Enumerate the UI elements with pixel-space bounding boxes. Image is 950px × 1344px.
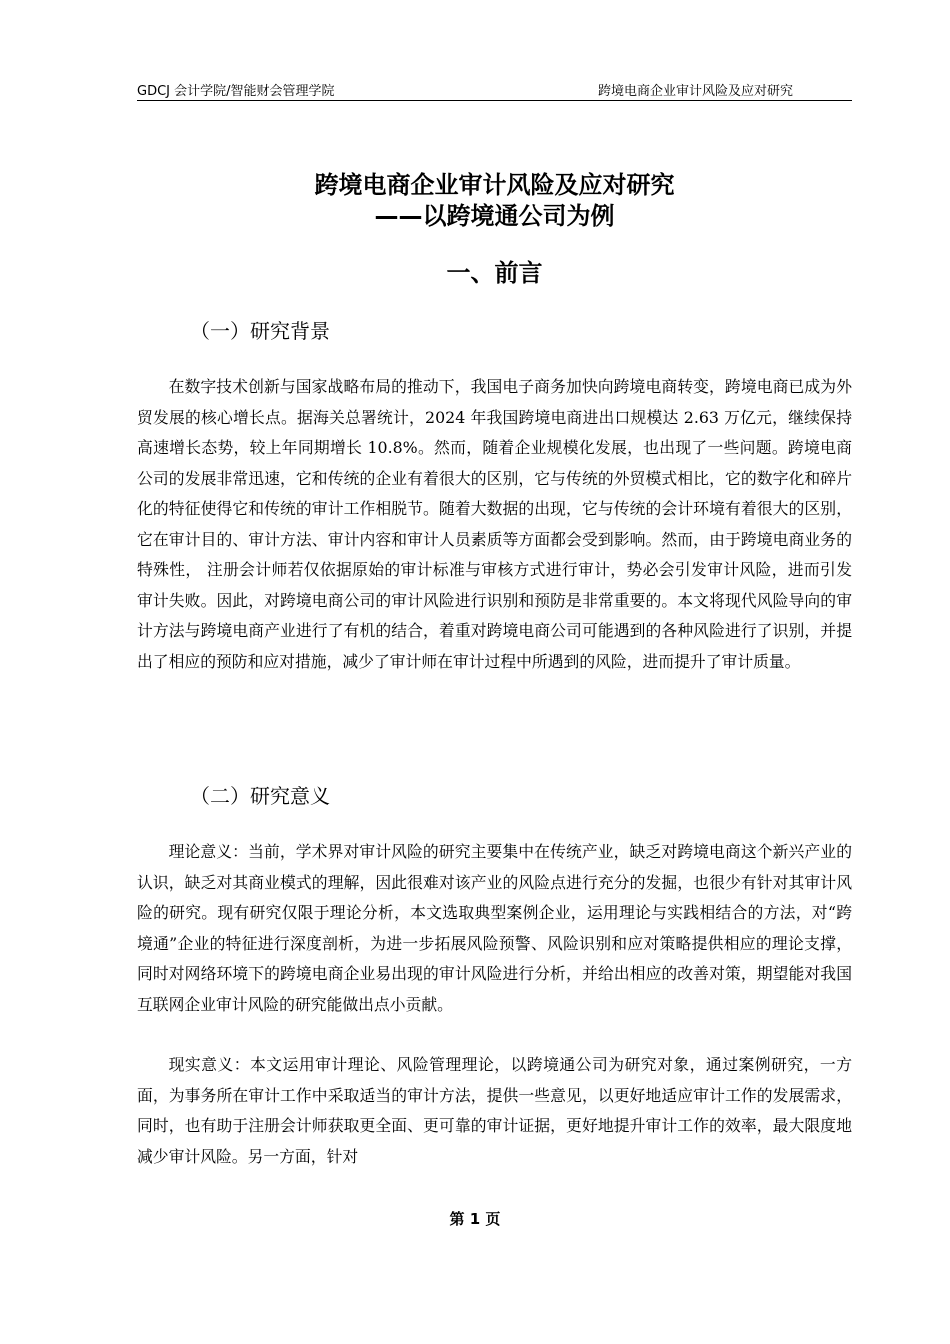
subsection-heading-significance: （二）研究意义 <box>190 784 330 808</box>
header-running-title: 跨境电商企业审计风险及应对研究 <box>597 84 793 99</box>
section-heading-preface: 一、前言 <box>446 259 543 287</box>
paragraph-theoretical-significance: 理论意义：当前，学术界对审计风险的研究主要集中在传统产业，缺乏对跨境电商这个新兴产业的认识，缺乏对其商业模式的理解，因此很难对该产业的风险点进行充分的发掘，也很少有针对其审计风险的研究。现有研究仅限于理论分析，本文选取典型案例企业，运用理论与实践相结合的方法，对“跨境通”企业的特征进行深度剖析，为进一步拓展风险预警、风险识别和应对策略提供相应的理论支撑，同时对网络环境下的跨境电商企业易出现的审计风险进行分析，并给出相应的改善对策，期望能对我国互联网企业审计风险的研究能做出点小贡献。 <box>137 842 852 1014</box>
header-institution: GDCJ 会计学院/智能财会管理学院 <box>137 84 335 99</box>
document-subtitle: ——以跨境通公司为例 <box>374 202 615 230</box>
subsection-heading-background: （一）研究背景 <box>190 319 330 343</box>
header-divider <box>137 100 852 101</box>
document-title: 跨境电商企业审计风险及应对研究 <box>314 171 675 199</box>
paragraph-background: 在数字技术创新与国家战略布局的推动下，我国电子商务加快向跨境电商转变，跨境电商已成为外贸发展的核心增长点。据海关总署统计，2024 年我国跨境电商进出口规模达 2.63 万亿元，继续保持高速增长态势，较上年同期增长 10.8%。然而，随着企业规模化发展，也出现了一些问题。跨境电商公司的发展非常迅速，它和传统的企业有着很大的区别，它与传统的外贸模式相比，它的数字化和碎片化的特征使得它和传统的审计工作相脱节。随着大数据的出现，它与传统的会计环境有着很大的区别，它在审计目的、审计方法、审计内容和审计人员素质等方面都会受到影响。然而，由于跨境电商业务的特殊性， 注册会计师若仅依据原始的审计标准与审核方式进行审计，势必会引发审计风险，进而引发审计失败。因此，对跨境电商公司的审计风险进行识别和预防是非常重要的。本文将现代风险导向的审计方法与跨境电商产业进行了有机的结合，着重对跨境电商公司可能遇到的各种风险进行了识别，并提出了相应的预防和应对措施，减少了审计师在审计过程中所遇到的风险，进而提升了审计质量。 <box>137 377 852 671</box>
paragraph-practical-significance: 现实意义：本文运用审计理论、风险管理理论，以跨境通公司为研究对象，通过案例研究，一方面，为事务所在审计工作中采取适当的审计方法，提供一些意见，以更好地适应审计工作的发展需求，同时，也有助于注册会计师获取更全面、更可靠的审计证据，更好地提升审计工作的效率，最大限度地减少审计风险。另一方面，针对 <box>137 1055 852 1166</box>
page-number: 第 1 页 <box>449 1210 501 1228</box>
